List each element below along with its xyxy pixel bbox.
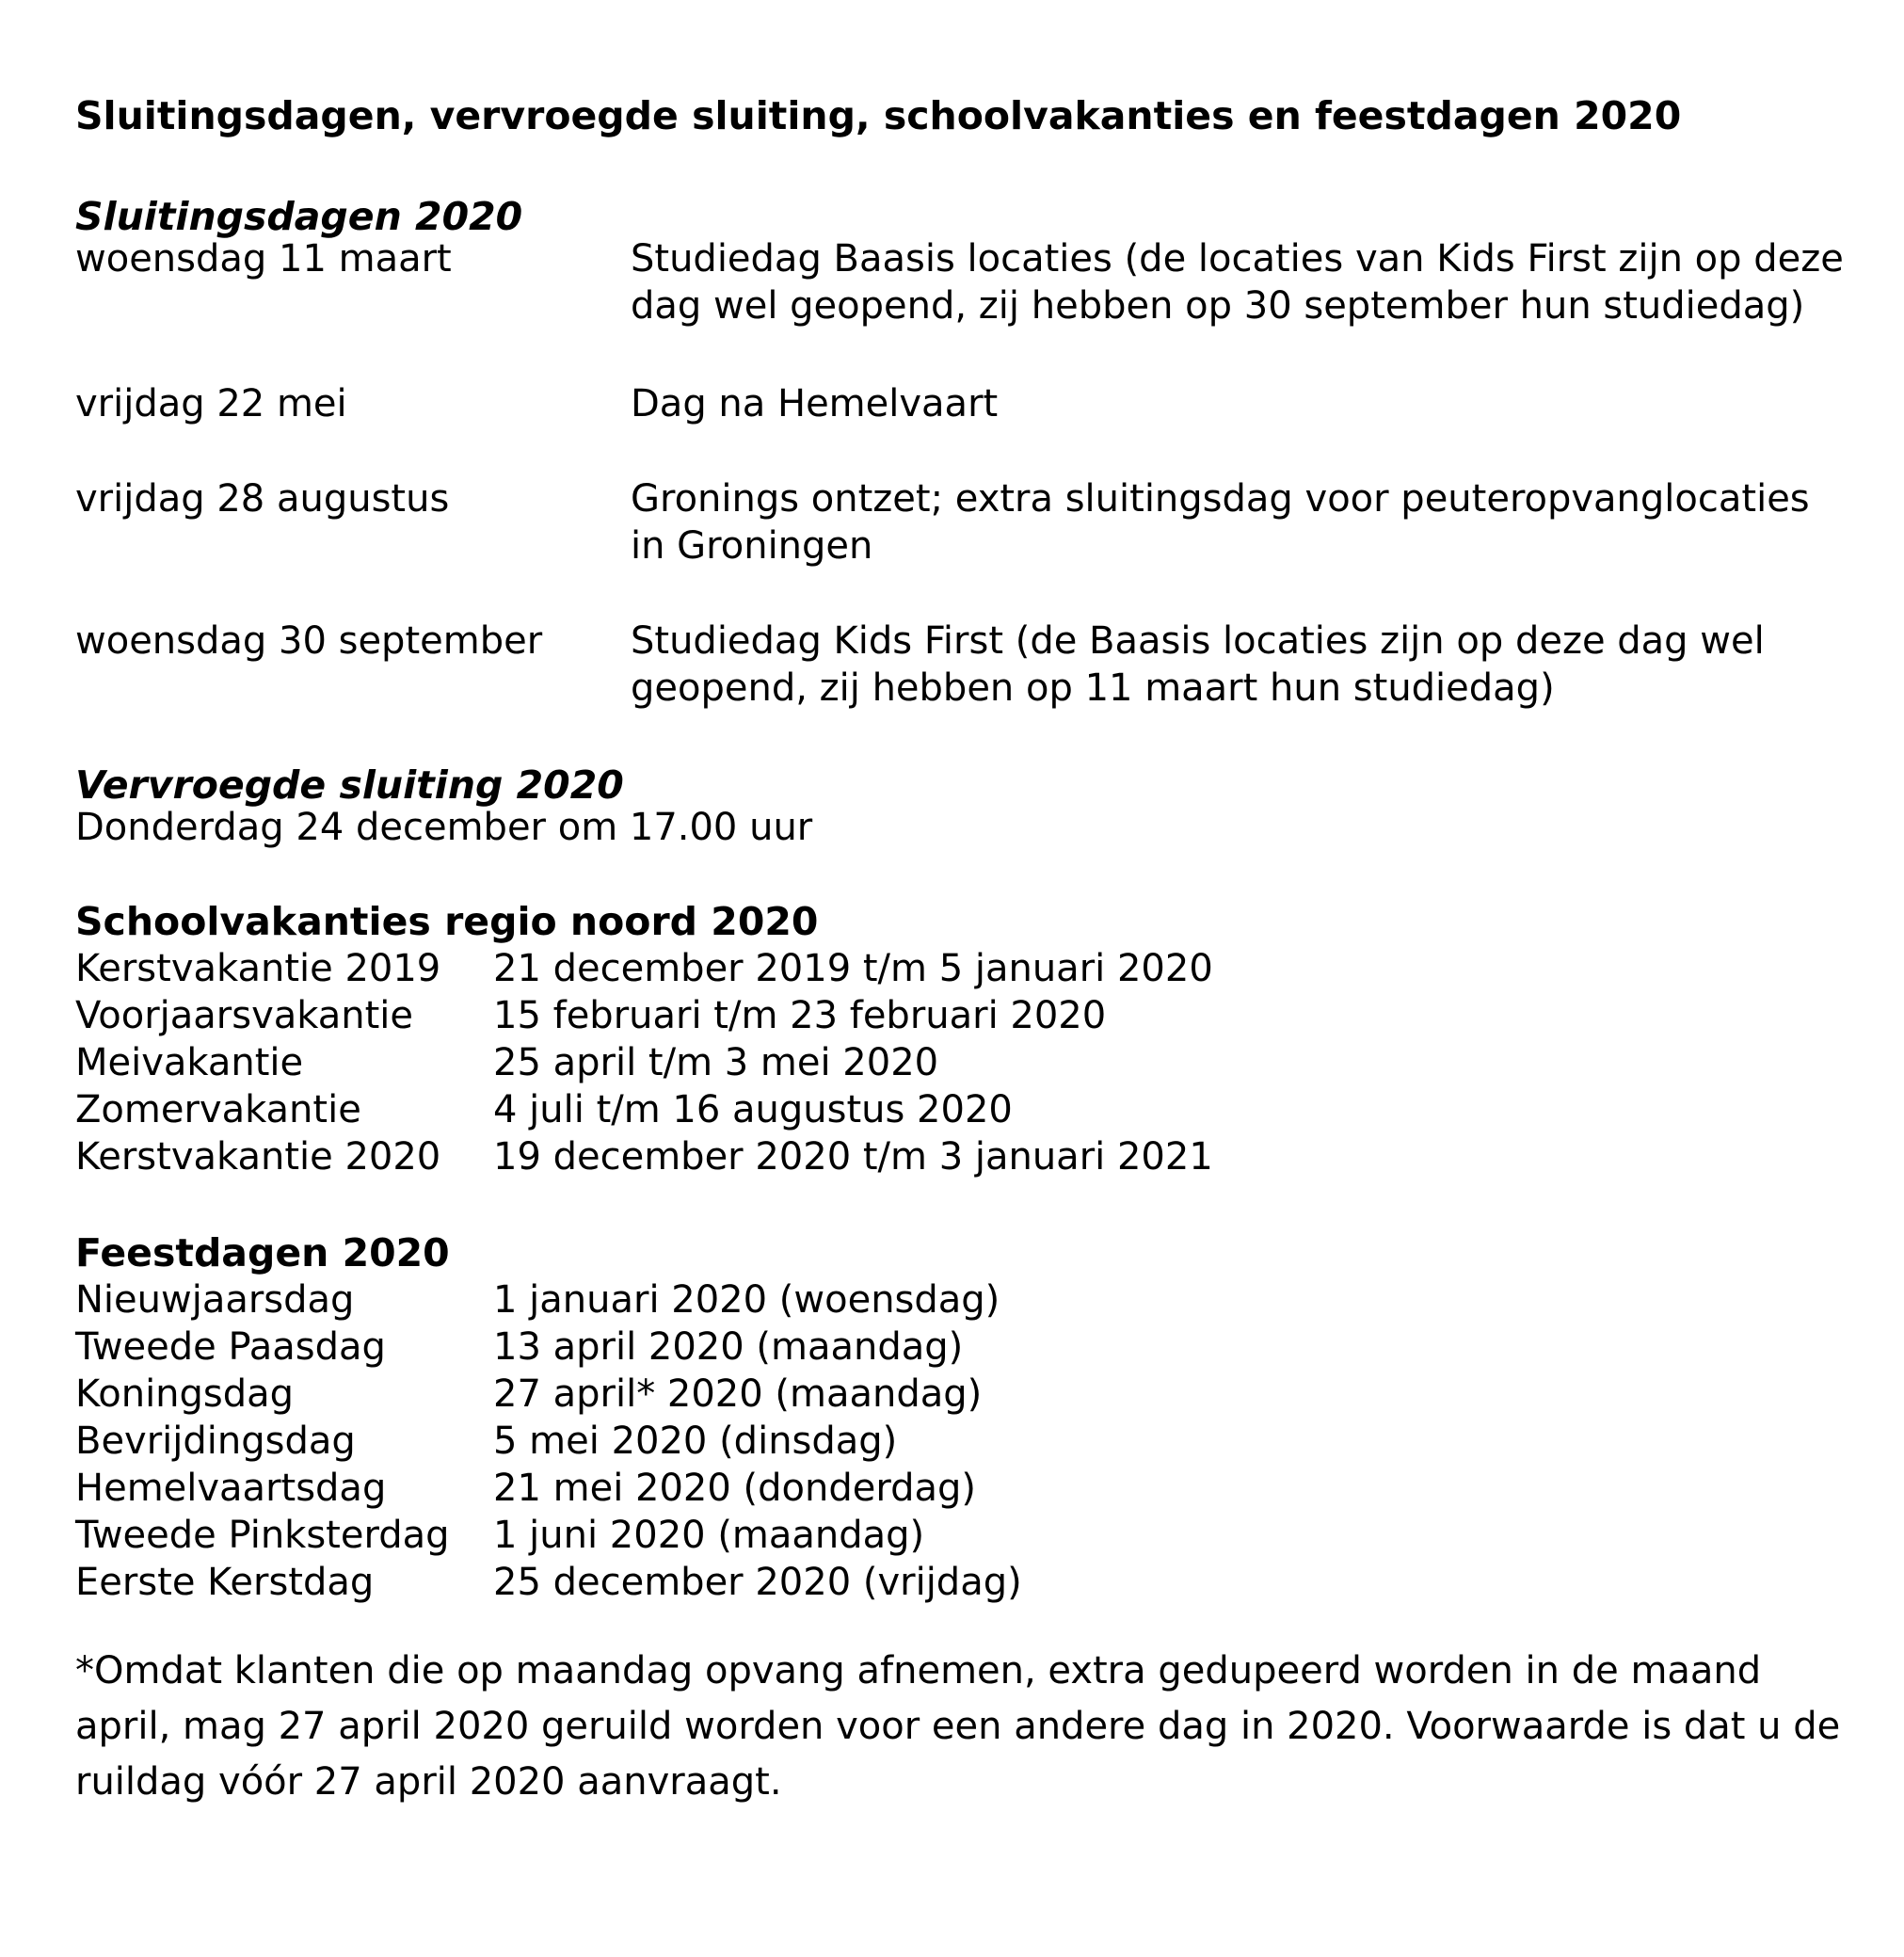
vacation-row (75, 1133, 1845, 1180)
section-heading: Sluitingsdagen 2020 (75, 194, 523, 239)
closing-date: woensdag 11 maart (75, 237, 452, 281)
vacation-row (75, 992, 1845, 1039)
closing-description: Dag na Hemelvaart (631, 382, 999, 425)
vacation-period: 25 april t/m 3 mei 2020 (493, 1041, 939, 1084)
vacation-period: 21 december 2019 t/m 5 januari 2020 (493, 947, 1213, 990)
holiday-date: 21 mei 2020 (donderdag) (493, 1467, 976, 1510)
holiday-date: 27 april* 2020 (maandag) (493, 1372, 983, 1416)
section-schoolvakanties (75, 898, 1845, 1180)
closing-description: Studiedag Kids First (de Baasis locaties zijn op deze dag wel geopend, zij hebben op 11 maart hun studiedag) (631, 619, 1765, 710)
document-title: Sluitingsdagen, vervroegde sluiting, schoolvakanties en feestdagen 2020 (75, 93, 1682, 138)
section-heading: Schoolvakanties regio noord 2020 (75, 899, 819, 944)
vacation-row (75, 945, 1845, 992)
holiday-name: Eerste Kerstdag (75, 1561, 375, 1604)
section-heading: Feestdagen 2020 (75, 1230, 450, 1275)
holiday-date: 5 mei 2020 (dinsdag) (493, 1420, 898, 1463)
vacation-row (75, 1086, 1845, 1133)
vacation-name: Kerstvakantie 2020 (75, 1135, 441, 1179)
vacation-name: Kerstvakantie 2019 (75, 947, 441, 990)
document-page (75, 92, 1845, 1810)
closing-description: Gronings ontzet; extra sluitingsdag voor peuteropvanglocaties in Groningen (631, 477, 1810, 568)
vacation-name: Voorjaarsvakantie (75, 994, 413, 1037)
holiday-name: Nieuwjaarsdag (75, 1278, 355, 1322)
vacation-period: 15 februari t/m 23 februari 2020 (493, 994, 1107, 1037)
vacation-name: Zomervakantie (75, 1088, 361, 1131)
section-sluitingsdagen (75, 192, 1845, 712)
vacation-period: 19 december 2020 t/m 3 januari 2021 (493, 1135, 1213, 1179)
holiday-row (75, 1418, 1845, 1465)
closing-day-row (75, 235, 1845, 329)
holiday-name: Hemelvaartsdag (75, 1467, 387, 1510)
closing-date: vrijdag 22 mei (75, 382, 347, 425)
spacer (75, 569, 1845, 618)
vacation-period: 4 juli t/m 16 augustus 2020 (493, 1088, 1013, 1131)
spacer (75, 712, 1845, 761)
spacer (75, 329, 1845, 380)
vacation-name: Meivakantie (75, 1041, 304, 1084)
vacation-row (75, 1039, 1845, 1086)
closing-description: Studiedag Baasis locaties (de locaties van Kids First zijn op deze dag wel geopend, zij hebben op 30 september hun studiedag) (631, 237, 1844, 328)
closing-day-row (75, 380, 1845, 427)
closing-day-row (75, 475, 1845, 569)
holiday-row (75, 1371, 1845, 1418)
holiday-date: 1 januari 2020 (woensdag) (493, 1278, 1000, 1322)
holiday-date: 25 december 2020 (vrijdag) (493, 1561, 1022, 1604)
early-closing-text: Donderdag 24 december om 17.00 uur (75, 806, 813, 849)
closing-day-row (75, 618, 1845, 712)
spacer (75, 139, 1845, 192)
spacer (75, 427, 1845, 475)
closing-date: woensdag 30 september (75, 619, 543, 663)
holiday-row (75, 1323, 1845, 1371)
holiday-date: 13 april 2020 (maandag) (493, 1325, 964, 1369)
spacer (75, 1180, 1845, 1229)
spacer (75, 851, 1845, 898)
spacer (75, 1606, 1845, 1644)
holiday-row (75, 1512, 1845, 1559)
footnote: *Omdat klanten die op maandag opvang afnemen, extra gedupeerd worden in de maand april, mag 27 april 2020 geruild worden voor een andere dag in 2020. Voorwaarde is dat u de ruildag vóór 27 april 2020 aanvraagt. (75, 1649, 1841, 1804)
holiday-row (75, 1559, 1845, 1606)
holiday-name: Koningsdag (75, 1372, 295, 1416)
holiday-row (75, 1276, 1845, 1323)
holiday-name: Bevrijdingsdag (75, 1420, 356, 1463)
closing-date: vrijdag 28 augustus (75, 477, 450, 521)
section-feestdagen (75, 1229, 1845, 1606)
holiday-date: 1 juni 2020 (maandag) (493, 1514, 925, 1557)
section-heading: Vervroegde sluiting 2020 (75, 762, 624, 808)
holiday-row (75, 1465, 1845, 1512)
holiday-name: Tweede Paasdag (75, 1325, 386, 1369)
holiday-name: Tweede Pinksterdag (75, 1514, 450, 1557)
section-vervroegde-sluiting (75, 761, 1845, 851)
